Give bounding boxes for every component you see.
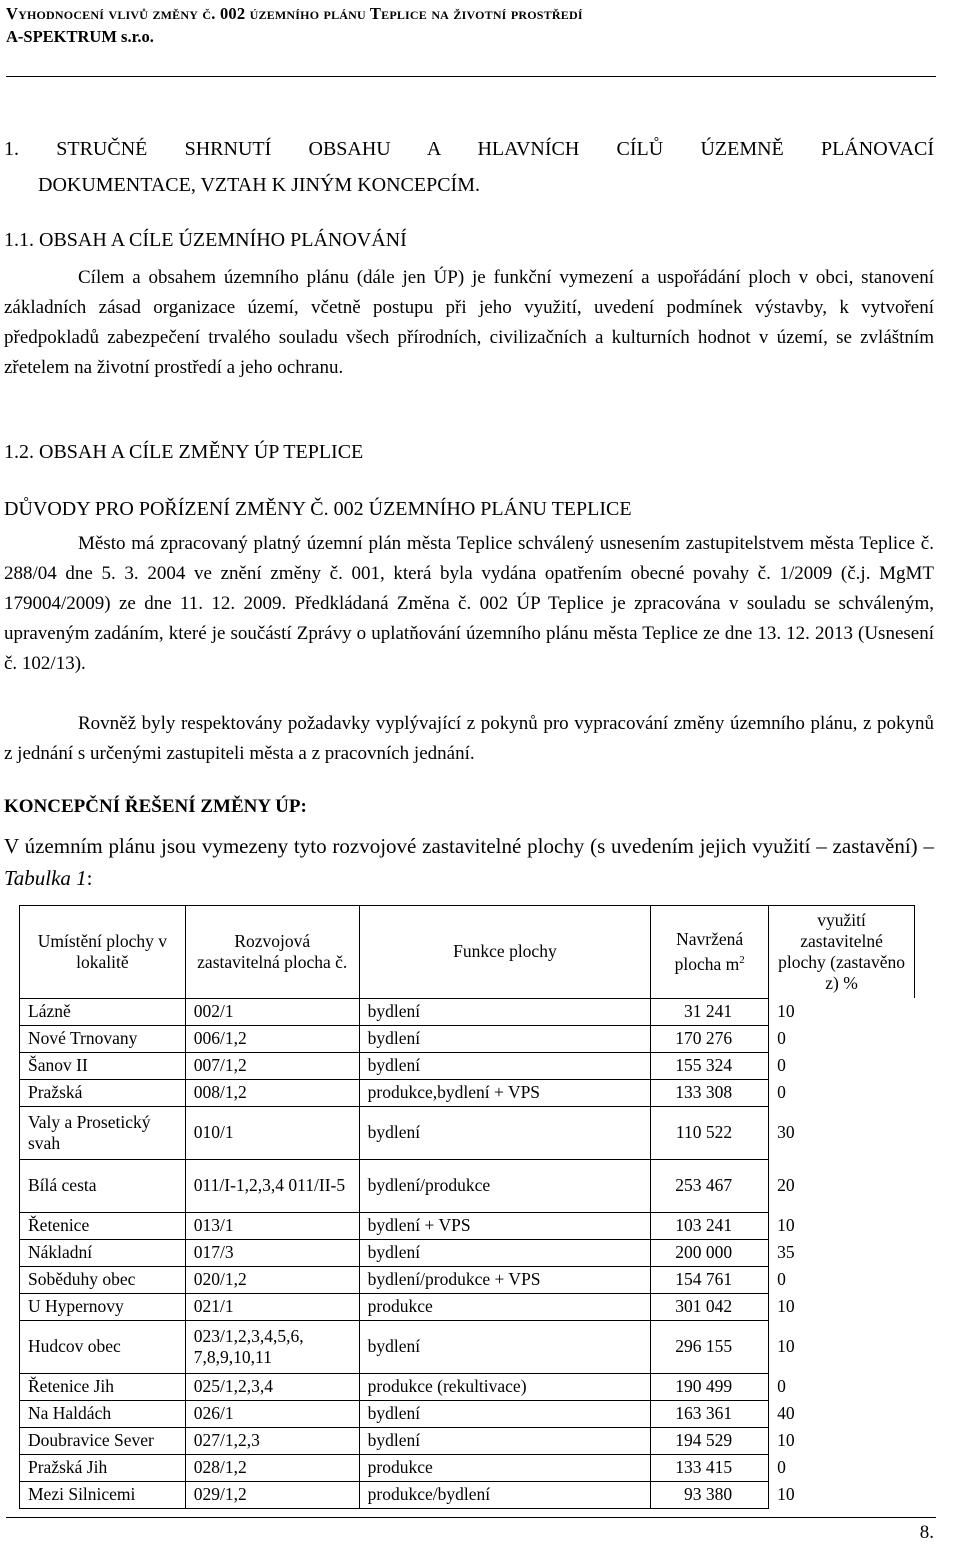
cell-location: Pražská <box>20 1079 186 1106</box>
cell-usage-percent: 10 <box>769 1427 915 1454</box>
cell-proposed-area: 170 276 <box>651 1025 769 1052</box>
koncepce-text <box>4 830 934 894</box>
table-row <box>20 1079 915 1106</box>
header-usage: využití zastavitelné plochy (zastavěno z) % <box>769 906 915 999</box>
cell-area-code: 020/1,2 <box>185 1266 359 1293</box>
table-row <box>20 1481 915 1508</box>
cell-proposed-area: 31 241 <box>651 998 769 1025</box>
cell-area-code: 023/1,2,3,4,5,6, 7,8,9,10,11 <box>185 1320 359 1373</box>
cell-usage-percent: 10 <box>769 1481 915 1508</box>
cell-proposed-area: 110 522 <box>651 1106 769 1159</box>
header-proposed-area-text: Navržená plocha m <box>674 928 744 974</box>
cell-proposed-area: 301 042 <box>651 1293 769 1320</box>
cell-usage-percent: 0 <box>769 1025 915 1052</box>
cell-area-code: 006/1,2 <box>185 1025 359 1052</box>
table-row <box>20 1159 915 1212</box>
cell-proposed-area: 296 155 <box>651 1320 769 1373</box>
cell-location: Mezi Silnicemi <box>20 1481 186 1508</box>
cell-area-code: 021/1 <box>185 1293 359 1320</box>
cell-usage-percent: 0 <box>769 1373 915 1400</box>
table-header-row <box>20 906 915 999</box>
cell-usage-percent: 0 <box>769 1454 915 1481</box>
cell-proposed-area: 133 308 <box>651 1079 769 1106</box>
table-row <box>20 1052 915 1079</box>
cell-location: Šanov II <box>20 1052 186 1079</box>
section-1-2-title: 1.2. OBSAH A CÍLE ZMĚNY ÚP TEPLICE <box>4 441 364 463</box>
cell-proposed-area: 200 000 <box>651 1239 769 1266</box>
cell-proposed-area: 93 380 <box>651 1481 769 1508</box>
cell-function: bydlení <box>359 1427 651 1454</box>
table-row <box>20 1106 915 1159</box>
cell-location: Doubravice Sever <box>20 1427 186 1454</box>
cell-function: bydlení <box>359 998 651 1025</box>
header-location: Umístění plochy v lokalitě <box>20 906 186 999</box>
cell-area-code: 008/1,2 <box>185 1079 359 1106</box>
header-proposed-area-sup: 2 <box>739 953 745 966</box>
cell-usage-percent: 10 <box>769 1320 915 1373</box>
cell-proposed-area: 253 467 <box>651 1159 769 1212</box>
cell-function: bydlení <box>359 1052 651 1079</box>
cell-proposed-area: 103 241 <box>651 1212 769 1239</box>
cell-location: Valy a Prosetický svah <box>20 1106 186 1159</box>
cell-usage-percent: 35 <box>769 1239 915 1266</box>
section-1-1-text: Cílem a obsahem územního plánu (dále jen ÚP) je funkční vymezení a uspořádání ploch v obci, stanovení základních zásad organizace území, včetně postupu při jeho využití, uvedení podmínek výstavby, k vytvoření předpokladů zabezpečení trvalého souladu všech přírodních, civilizačních a kulturních hodnot v území, se zvláštním zřetelem na životní prostředí a jeho ochranu. <box>4 267 934 378</box>
cell-usage-percent: 0 <box>769 1079 915 1106</box>
table-row <box>20 1320 915 1373</box>
cell-function: produkce/bydlení <box>359 1481 651 1508</box>
cell-function: bydlení <box>359 1025 651 1052</box>
document-header <box>6 2 936 48</box>
cell-proposed-area: 163 361 <box>651 1400 769 1427</box>
section-1-2-text1: Město má zpracovaný platný územní plán města Teplice schválený usnesením zastupitelstvem města Teplice č. 288/04 dne 5. 3. 2004 ve znění změny č. 001, která byla vydána opatřením obecné povahy č. 1/2009 (č.j. MgMT 179004/2009) ze dne 11. 12. 2009. Předkládaná Změna č. 002 ÚP Teplice je zpracována v souladu se schváleným, upraveným zadáním, které je součástí Zprávy o uplatňování územního plánu města Teplice ze dne 13. 12. 2013 (Usnesení č. 102/13). <box>4 533 934 674</box>
cell-usage-percent: 30 <box>769 1106 915 1159</box>
cell-location: Hudcov obec <box>20 1320 186 1373</box>
cell-usage-percent: 10 <box>769 998 915 1025</box>
cell-usage-percent: 0 <box>769 1052 915 1079</box>
table-row <box>20 1427 915 1454</box>
cell-location: Pražská Jih <box>20 1454 186 1481</box>
cell-usage-percent: 40 <box>769 1400 915 1427</box>
cell-function: produkce (rekultivace) <box>359 1373 651 1400</box>
cell-area-code: 026/1 <box>185 1400 359 1427</box>
cell-location: Na Haldách <box>20 1400 186 1427</box>
cell-area-code: 027/1,2,3 <box>185 1427 359 1454</box>
cell-area-code: 025/1,2,3,4 <box>185 1373 359 1400</box>
table-row <box>20 998 915 1025</box>
cell-proposed-area: 190 499 <box>651 1373 769 1400</box>
cell-area-code: 029/1,2 <box>185 1481 359 1508</box>
table-reference: Tabulka 1 <box>4 866 87 890</box>
header-title: Vyhodnocení vlivů změny č. 002 územního plánu Teplice na životní prostředí <box>6 4 583 23</box>
cell-location: Lázně <box>20 998 186 1025</box>
cell-area-code: 013/1 <box>185 1212 359 1239</box>
section-1-2-text2: Rovněž byly respektovány požadavky vyplývající z pokynů pro vypracování změny územního plánu, z pokynů z jednání s určenými zastupiteli města a z pracovních jednání. <box>4 713 934 764</box>
table-row <box>20 1454 915 1481</box>
cell-function: bydlení/produkce + VPS <box>359 1266 651 1293</box>
cell-location: Bílá cesta <box>20 1159 186 1212</box>
cell-usage-percent: 10 <box>769 1212 915 1239</box>
cell-usage-percent: 20 <box>769 1159 915 1212</box>
header-area-code: Rozvojová zastavitelná plocha č. <box>185 906 359 999</box>
cell-function: bydlení <box>359 1400 651 1427</box>
cell-location: U Hypernovy <box>20 1293 186 1320</box>
page-number: 8. <box>919 1522 934 1543</box>
cell-area-code: 028/1,2 <box>185 1454 359 1481</box>
cell-proposed-area: 194 529 <box>651 1427 769 1454</box>
table-row <box>20 1212 915 1239</box>
header-company: A-SPEKTRUM s.r.o. <box>6 27 154 46</box>
cell-proposed-area: 133 415 <box>651 1454 769 1481</box>
koncepce-title: KONCEPČNÍ ŘEŠENÍ ZMĚNY ÚP: <box>4 796 307 817</box>
table-row <box>20 1025 915 1052</box>
cell-function: bydlení <box>359 1106 651 1159</box>
cell-function: produkce <box>359 1454 651 1481</box>
table-row <box>20 1266 915 1293</box>
section-1-1-title: 1.1. OBSAH A CÍLE ÚZEMNÍHO PLÁNOVÁNÍ <box>4 229 407 251</box>
cell-function: bydlení <box>359 1320 651 1373</box>
cell-function: produkce <box>359 1293 651 1320</box>
cell-proposed-area: 155 324 <box>651 1052 769 1079</box>
table-row <box>20 1239 915 1266</box>
cell-area-code: 010/1 <box>185 1106 359 1159</box>
cell-area-code: 007/1,2 <box>185 1052 359 1079</box>
cell-proposed-area: 154 761 <box>651 1266 769 1293</box>
cell-location: Nové Trnovany <box>20 1025 186 1052</box>
cell-area-code: 002/1 <box>185 998 359 1025</box>
cell-function: bydlení/produkce <box>359 1159 651 1212</box>
table-row <box>20 1293 915 1320</box>
cell-function: bydlení <box>359 1239 651 1266</box>
header-divider <box>6 76 936 77</box>
cell-area-code: 017/3 <box>185 1239 359 1266</box>
cell-function: bydlení + VPS <box>359 1212 651 1239</box>
koncepce-text-body: V územním plánu jsou vymezeny tyto rozvojové zastavitelné plochy (s uvedením jejich využití – zastavění) – <box>4 834 934 858</box>
header-proposed-area <box>651 906 769 999</box>
section-1-title-line1: 1. STRUČNÉ SHRNUTÍ OBSAHU A HLAVNÍCH CÍLŮ ÚZEMNĚ PLÁNOVACÍ <box>4 138 934 160</box>
section-1-title-line2: DOKUMENTACE, VZTAH K JINÝM KONCEPCÍM. <box>38 174 480 196</box>
cell-usage-percent: 0 <box>769 1266 915 1293</box>
cell-area-code: 011/I-1,2,3,4 011/II-5 <box>185 1159 359 1212</box>
footer-divider <box>6 1517 936 1518</box>
header-function: Funkce plochy <box>359 906 651 999</box>
cell-location: Řetenice Jih <box>20 1373 186 1400</box>
cell-location: Řetenice <box>20 1212 186 1239</box>
cell-usage-percent: 10 <box>769 1293 915 1320</box>
cell-location: Nákladní <box>20 1239 186 1266</box>
table-row <box>20 1373 915 1400</box>
table-row <box>20 1400 915 1427</box>
cell-function: produkce,bydlení + VPS <box>359 1079 651 1106</box>
koncepce-colon: : <box>86 866 93 890</box>
development-areas-table <box>19 905 915 1509</box>
cell-location: Soběduhy obec <box>20 1266 186 1293</box>
section-1-2-subtitle: DŮVODY PRO POŘÍZENÍ ZMĚNY Č. 002 ÚZEMNÍHO PLÁNU TEPLICE <box>4 498 632 520</box>
